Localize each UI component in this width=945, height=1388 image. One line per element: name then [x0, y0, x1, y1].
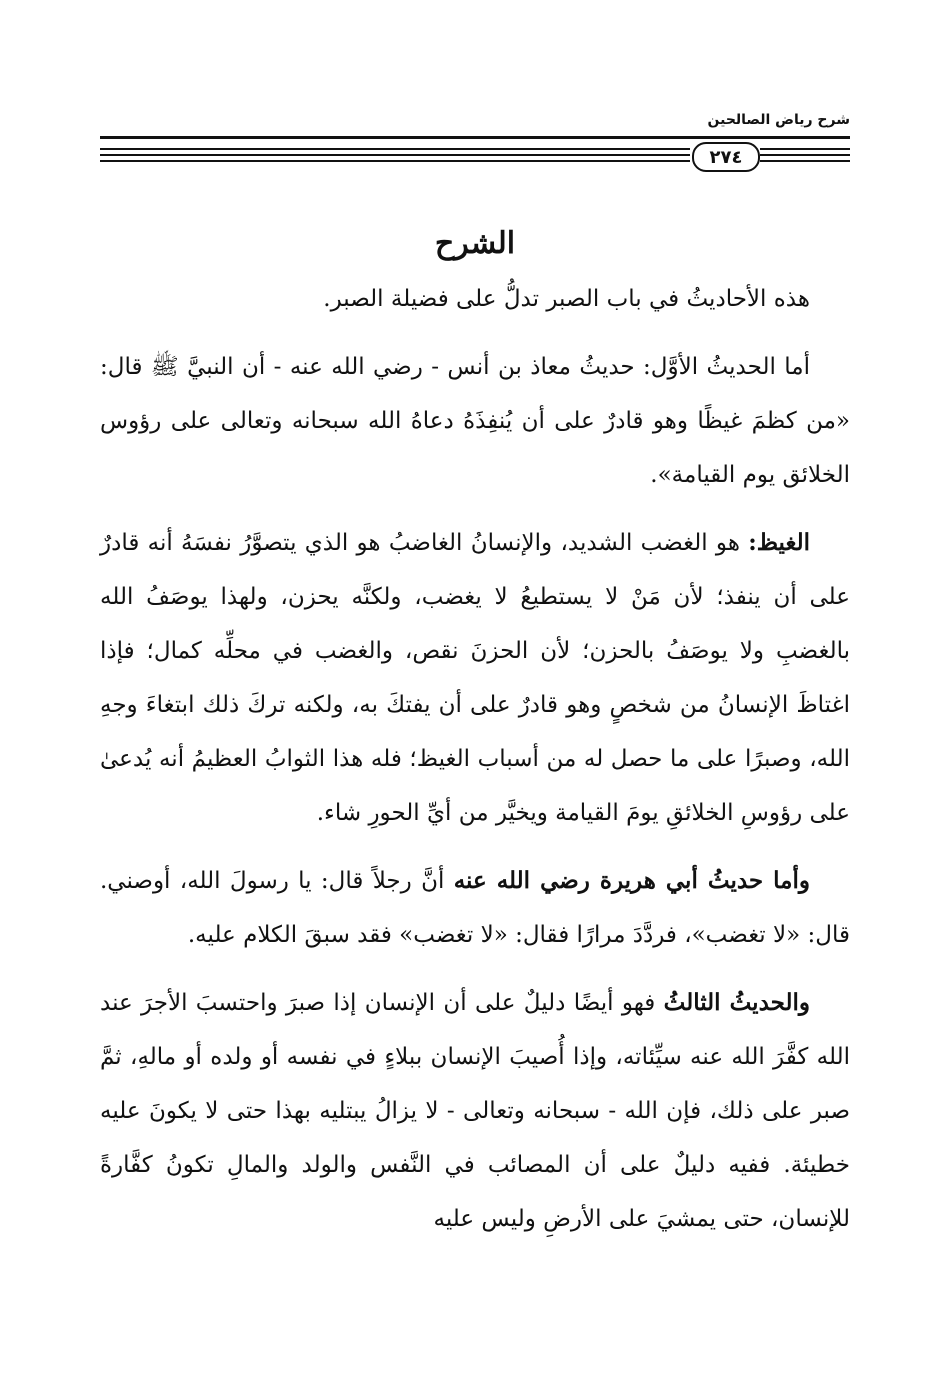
paragraph-lead: والحديثُ الثالثُ [663, 989, 810, 1016]
paragraph-ghaidh [100, 516, 850, 840]
page-content [100, 220, 850, 1260]
header-rule-left-1 [100, 148, 690, 150]
paragraph-intro [100, 272, 850, 326]
paragraph-text: هذه الأحاديثُ في باب الصبر تدلُّ على فضيلة الصبر. [323, 286, 810, 312]
book-title: شرح رياض الصالحين [707, 112, 850, 128]
paragraph-abu-hurairah [100, 854, 850, 962]
paragraph-text: فهو أيضًا دليلٌ على أن الإنسان إذا صبرَ واحتسبَ الأجرَ عند الله كفَّرَ الله عنه سيِّئاته، وإذا أُصيبَ الإنسان ببلاءٍ في نفسه أو ولده أو مالهِ، ثمَّ صبر على ذلك، فإن الله - سبحانه وتعالى - لا يزالُ يبتليه بهذا حتى لا يكونَ عليه خطيئة. ففيه دليلٌ على أن المصائب في النَّفس والولد والمالِ تكونُ كفَّارةً للإنسان، حتى يمشيَ على الأرضِ وليس عليه [100, 990, 850, 1232]
page-number: ٢٧٤ [692, 142, 760, 172]
paragraph-first-hadith [100, 340, 850, 502]
header-rule-right-1 [760, 148, 850, 150]
section-title: الشرح [434, 226, 516, 261]
paragraph-third-hadith [100, 976, 850, 1246]
paragraph-lead: الغيظ: [748, 529, 810, 556]
header-rule-left-3 [100, 160, 690, 162]
paragraph-text: أنَّ رجلاً قال: يا رسولَ الله، أوصني. قال: «لا تغضب»، فردَّدَ مرارًا فقال: «لا تغضب» فقد سبقَ الكلام عليه. [100, 868, 850, 948]
header-rule-right-2 [760, 154, 850, 156]
paragraph-lead: وأما حديثُ أبي هريرة رضي الله عنه [453, 867, 810, 894]
header-rule-right-3 [760, 160, 850, 162]
header-rule-left-2 [100, 154, 690, 156]
header-rule-top [100, 136, 850, 139]
paragraph-text: هو الغضب الشديد، والإنسانُ الغاضبُ هو الذي يتصوَّرُ نفسَهُ أنه قادرٌ على أن ينفذ؛ لأن مَنْ لا يستطيعُ لا يغضب، ولكنَّه يحزن، ولهذا يوصَفُ الله بالغضبِ ولا يوصَفُ بالحزن؛ لأن الحزنَ نقص، والغضب في محلِّه كمال؛ فإذا اغتاظَ الإنسانُ من شخصٍ وهو قادرٌ على أن يفتكَ به، ولكنه تركَ ذلك ابتغاءَ وجهِ الله، وصبرًا على ما حصل له من أسباب الغيظ؛ فله هذا الثوابُ العظيمُ أنه يُدعىٰ على رؤوسِ الخلائقِ يومَ القيامة ويخيَّر من أيِّ الحورِ شاء. [100, 530, 850, 826]
page-header [100, 112, 850, 172]
paragraph-text: أما الحديثُ الأوَّل: حديثُ معاذ بن أنس - رضي الله عنه - أن النبيَّ ﷺ قال: «من كظمَ غيظًا وهو قادرٌ على أن يُنفِذَهُ دعاهُ الله سبحانه وتعالى على رؤوس الخلائق يوم القيامة». [100, 354, 850, 488]
